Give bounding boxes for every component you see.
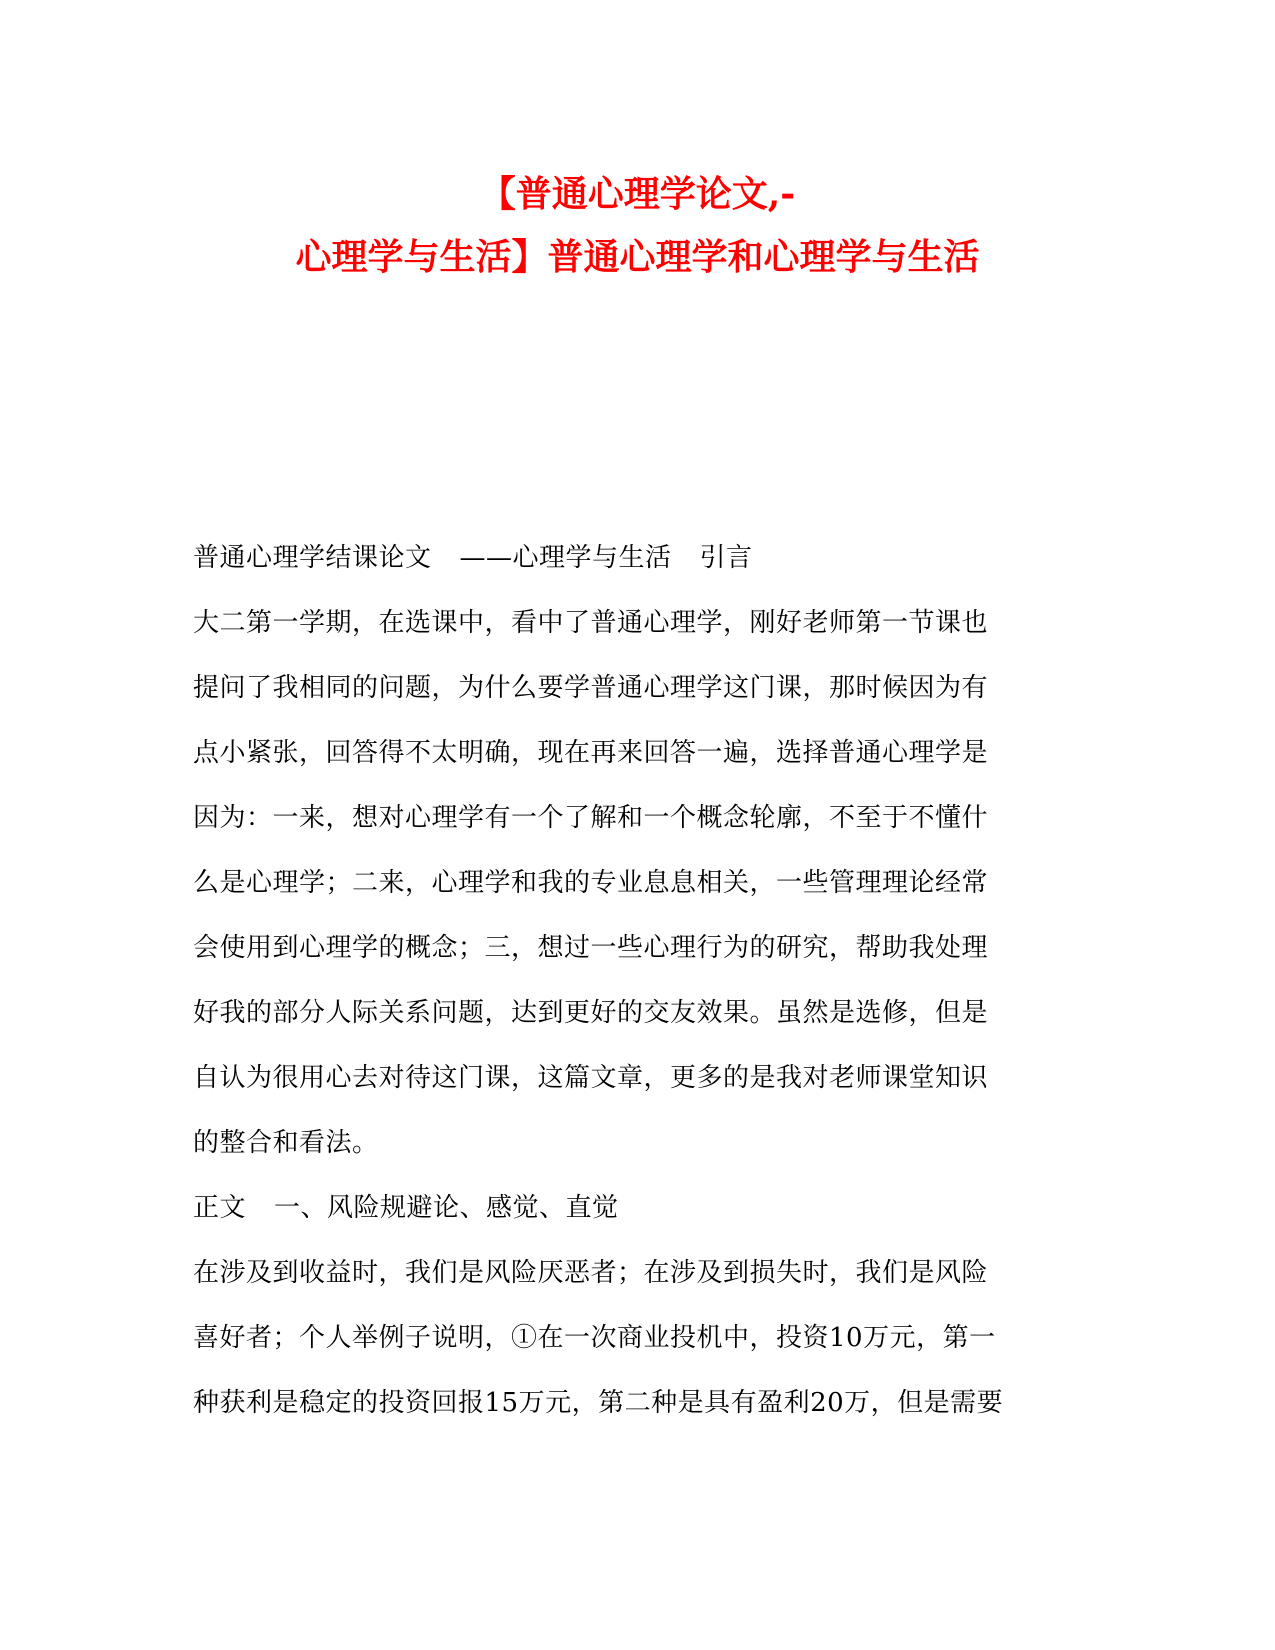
paragraph-line: 么是心理学；二来，心理学和我的专业息息相关，一些管理理论经常: [193, 868, 989, 898]
paragraph-line: 种获利是稳定的投资回报15万元，第二种是具有盈利20万，但是需要: [193, 1388, 1004, 1418]
heading-part-2: ——心理学与生活: [459, 543, 672, 573]
section-part-1: 正文: [193, 1193, 247, 1223]
intro-heading: [193, 542, 1073, 607]
paragraph-line: 大二第一学期，在选课中，看中了普通心理学，刚好老师第一节课也: [193, 608, 989, 638]
section-part-2: 一、风险规避论、感觉、直觉: [274, 1193, 619, 1223]
paragraph-line: 喜好者；个人举例子说明，①在一次商业投机中，投资10万元，第一: [193, 1323, 996, 1353]
paragraph-line: 好我的部分人际关系问题，达到更好的交友效果。虽然是选修，但是: [193, 998, 989, 1028]
paragraph-line: 提问了我相同的问题，为什么要学普通心理学这门课，那时候因为有: [193, 673, 989, 703]
heading-part-3: 引言: [699, 543, 753, 573]
document-title-line-2: 心理学与生活】普通心理学和心理学与生活: [295, 236, 980, 278]
paragraph-line: 点小紧张，回答得不太明确，现在再来回答一遍，选择普通心理学是: [193, 738, 989, 768]
document-title-line-1: 【普通心理学论文,-: [479, 173, 796, 215]
section-heading: [193, 1192, 1073, 1257]
paragraph-line: 会使用到心理学的概念；三，想过一些心理行为的研究，帮助我处理: [193, 933, 989, 963]
paragraph-line: 因为：一来，想对心理学有一个了解和一个概念轮廓，不至于不懂什: [193, 803, 989, 833]
paragraph-line: 的整合和看法。: [193, 1128, 379, 1158]
paragraph-line: 自认为很用心去对待这门课，这篇文章，更多的是我对老师课堂知识: [193, 1063, 989, 1093]
paragraph-line: 在涉及到收益时，我们是风险厌恶者；在涉及到损失时，我们是风险: [193, 1258, 989, 1288]
document-body: [193, 542, 1073, 1452]
heading-part-1: 普通心理学结课论文: [193, 543, 432, 573]
